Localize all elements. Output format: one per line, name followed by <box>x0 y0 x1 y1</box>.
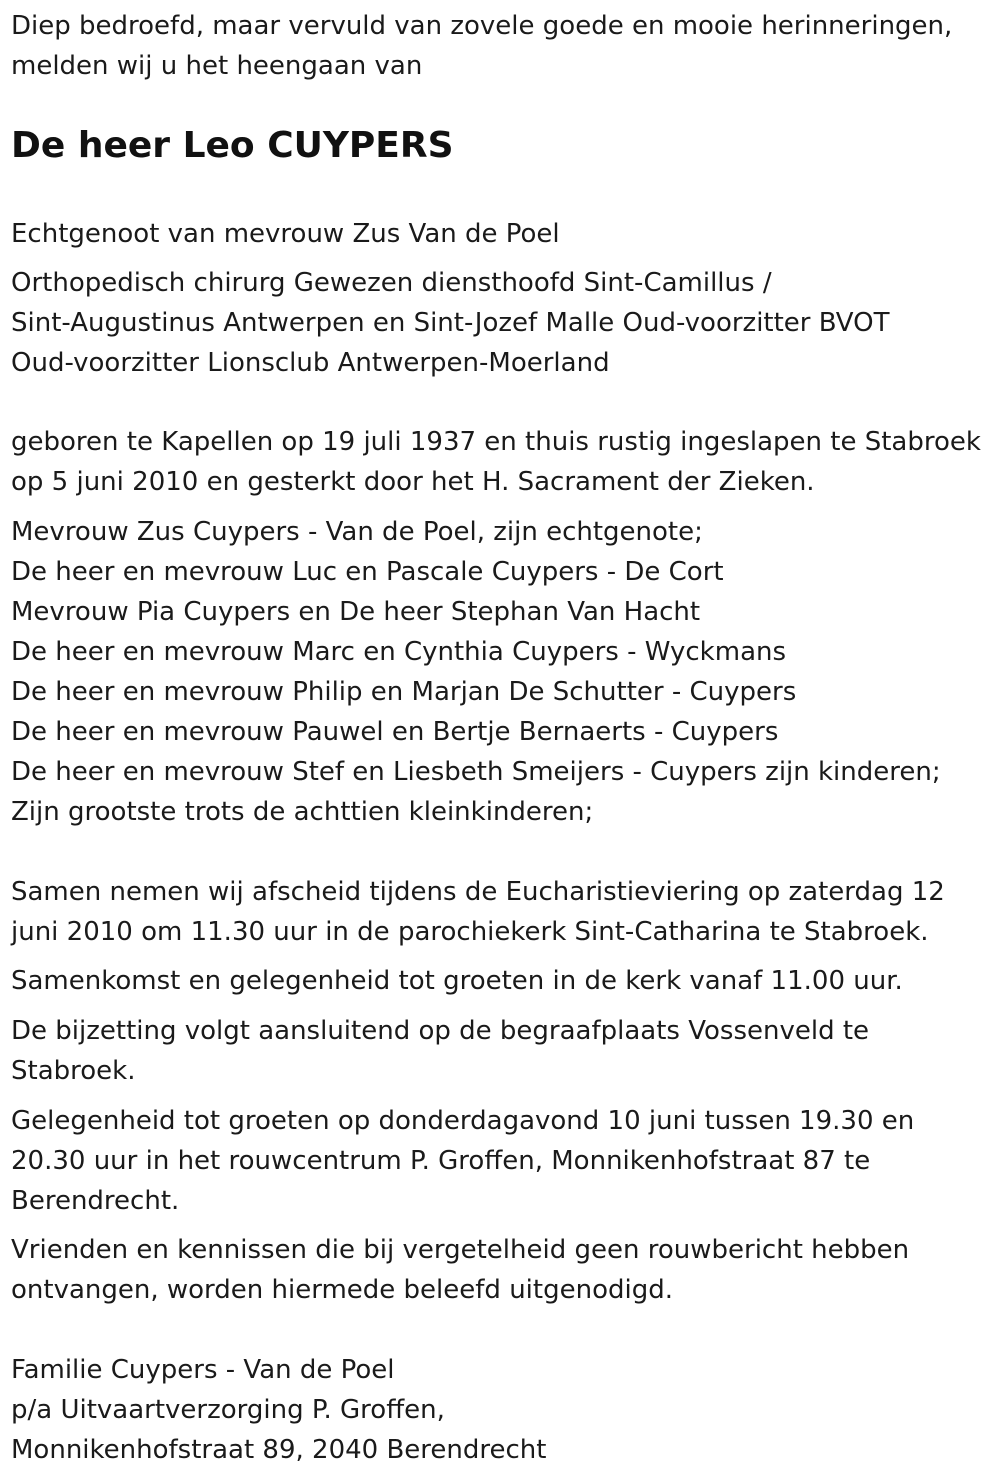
burial-line: De bijzetting volgt aansluitend op de begraafplaats Vossenveld te <box>11 1016 870 1046</box>
ceremony-line: Samen nemen wij afscheid tijdens de Eucharistieviering op zaterdag 12 <box>11 877 945 907</box>
family-line: De heer en mevrouw Stef en Liesbeth Smeijers - Cuypers zijn kinderen; <box>11 757 941 787</box>
invitation-line: Vrienden en kennissen die bij vergetelheid geen rouwbericht hebben <box>11 1235 910 1265</box>
visitation-line: 20.30 uur in het rouwcentrum P. Groffen, Monnikenhofstraat 87 te <box>11 1146 871 1176</box>
gathering-line: Samenkomst en gelegenheid tot groeten in de kerk vanaf 11.00 uur. <box>11 966 903 996</box>
spouse-line: Echtgenoot van mevrouw Zus Van de Poel <box>11 219 560 249</box>
visitation-line: Gelegenheid tot groeten op donderdagavond 10 juni tussen 19.30 en <box>11 1106 915 1136</box>
profession-line: Oud-voorzitter Lionsclub Antwerpen-Moerland <box>11 348 610 378</box>
visitation-line: Berendrecht. <box>11 1186 180 1216</box>
ceremony-line: juni 2010 om 11.30 uur in de parochiekerk Sint-Catharina te Stabroek. <box>11 917 929 947</box>
contact-line: Familie Cuypers - Van de Poel <box>11 1355 395 1385</box>
family-line: De heer en mevrouw Philip en Marjan De Schutter - Cuypers <box>11 677 797 707</box>
profession-line: Orthopedisch chirurg Gewezen diensthoofd Sint-Camillus / <box>11 268 772 298</box>
family-line: De heer en mevrouw Luc en Pascale Cuypers - De Cort <box>11 557 724 587</box>
contact-line: Monnikenhofstraat 89, 2040 Berendrecht <box>11 1435 547 1465</box>
contact-line: p/a Uitvaartverzorging P. Groffen, <box>11 1395 445 1425</box>
intro-line: Diep bedroefd, maar vervuld van zovele goede en mooie herinneringen, <box>11 11 953 41</box>
family-line: Mevrouw Zus Cuypers - Van de Poel, zijn echtgenote; <box>11 517 703 547</box>
deceased-name: De heer Leo CUYPERS <box>11 125 454 166</box>
family-line: Zijn grootste trots de achttien kleinkinderen; <box>11 797 594 827</box>
birth-death-line: op 5 juni 2010 en gesterkt door het H. Sacrament der Zieken. <box>11 467 815 497</box>
family-line: De heer en mevrouw Marc en Cynthia Cuypers - Wyckmans <box>11 637 787 667</box>
family-line: De heer en mevrouw Pauwel en Bertje Bernaerts - Cuypers <box>11 717 779 747</box>
profession-line: Sint-Augustinus Antwerpen en Sint-Jozef Malle Oud-voorzitter BVOT <box>11 308 890 338</box>
birth-death-line: geboren te Kapellen op 19 juli 1937 en thuis rustig ingeslapen te Stabroek <box>11 427 981 457</box>
invitation-line: ontvangen, worden hiermede beleefd uitgenodigd. <box>11 1275 673 1305</box>
burial-line: Stabroek. <box>11 1056 136 1086</box>
family-line: Mevrouw Pia Cuypers en De heer Stephan Van Hacht <box>11 597 701 627</box>
intro-line: melden wij u het heengaan van <box>11 51 423 81</box>
